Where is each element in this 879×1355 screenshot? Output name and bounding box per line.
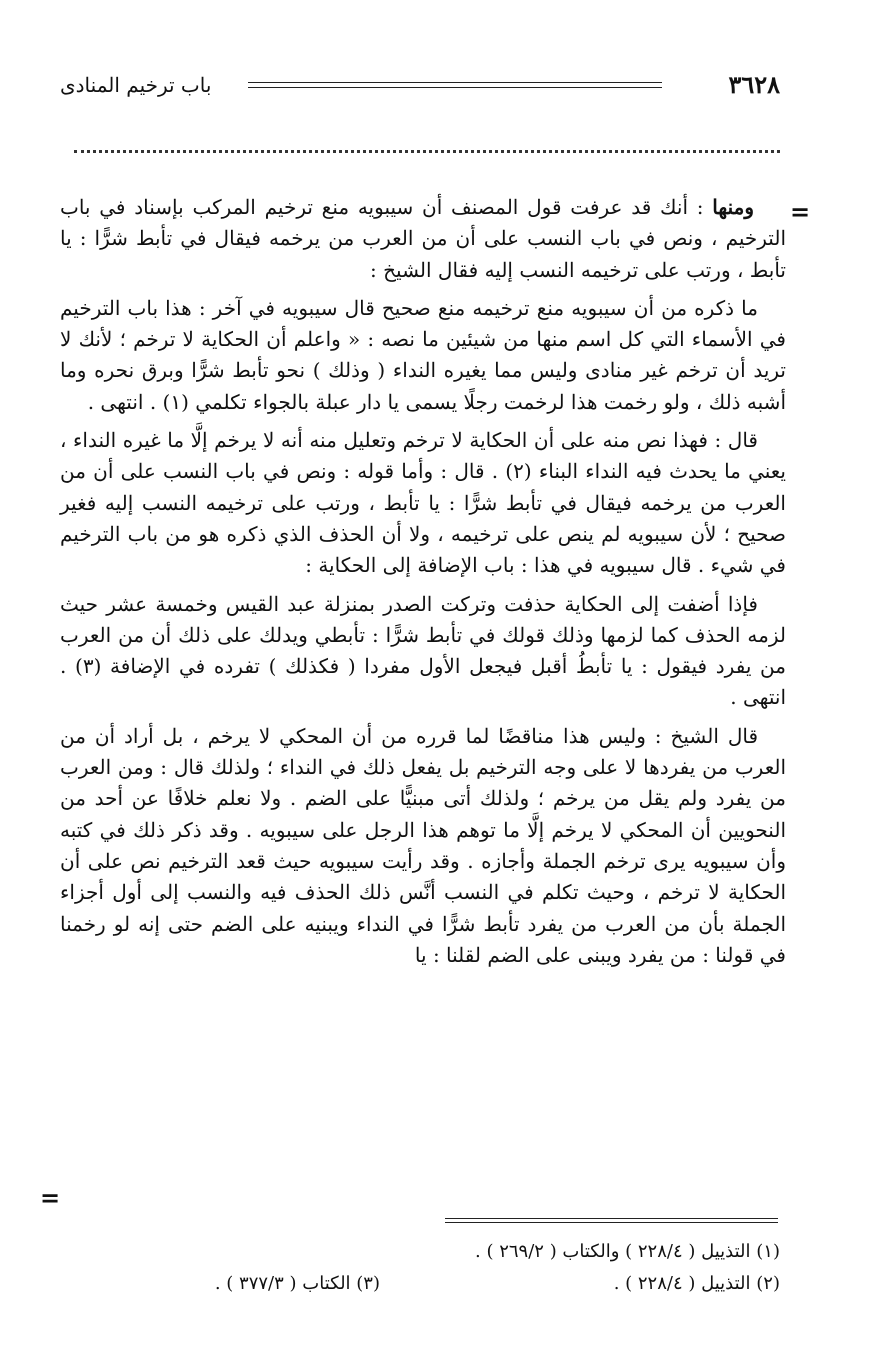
page-number: ٣٦٢٨ — [728, 70, 780, 99]
footnote-2: (٢) التذييل ( ٢٢٨/٤ ) . — [613, 1273, 780, 1294]
running-title: باب ترخيم المنادى — [60, 73, 212, 97]
main-text — [60, 192, 786, 978]
continuation-mark-top: = — [790, 197, 811, 226]
footnote-row-2 — [200, 1268, 780, 1300]
paragraph-3: قال : فهذا نص منه على أن الحكاية لا ترخم وتعليل منه أنه لا يرخم إلَّا ما غيره النداء ، يعني ما يحدث فيه النداء البناء (٢) . قال : وأما قوله : ونص في باب النسب على أن من العرب من يرخمه فيقال في تأبط شرًّا : يا تأبط ، ورتب على ترخيمه النسب إليه فغير صحيح ؛ لأن سيبويه لم ينص على ترخيمه ، ولا أن الحذف الذي ذكره هو من باب الترخيم في شيء . قال سيبويه في هذا : باب الإضافة إلى الحكاية : — [60, 428, 786, 578]
footnote-separator — [445, 1218, 778, 1223]
paragraph-1-text: : أنك قد عرفت قول المصنف أن سيبويه منع ترخيم المركب بإسناد في باب الترخيم ، ونص في باب النسب على أن من العرب من يرخمه فيقال في تأبط شرًّا : يا تأبط ، ورتب على ترخيمه النسب إليه فقال الشيخ : — [60, 195, 786, 282]
paragraph-2: ما ذكره من أن سيبويه منع ترخيمه منع صحيح قال سيبويه في آخر : هذا باب الترخيم في الأسماء التي كل اسم منها من شيئين ما نصه : « واعلم أن الحكاية لا ترخم ؛ لأنك لا تريد أن ترخم غير منادى وليس مما يغيره النداء ( وذلك ) نحو تأبط شرًّا وبرق نحره وما أشبه ذلك ، ولو رخمت هذا لرخمت رجلًا يسمى يا دار عبلة بالجواء تكلمي (١) . انتهى . — [60, 295, 786, 414]
paragraph-4: فإذا أضفت إلى الحكاية حذفت وتركت الصدر بمنزلة عبد القيس وخمسة عشر حيث لزمه الحذف كما لزمها وذلك قولك في تأبط شرًّا : تأبطي ويدلك على ذلك أن من العرب من يفرد فيقول : يا تأبطُ أقبل فيجعل الأول مفردا ( فكذلك ) تفرده في الإضافة (٣) . انتهى . — [60, 591, 786, 710]
dotted-separator — [74, 150, 780, 153]
footnote-1: (١) التذييل ( ٢٢٨/٤ ) والكتاب ( ٢٦٩/٢ ) . — [475, 1241, 780, 1262]
footnotes — [200, 1236, 780, 1300]
paragraph-5: قال الشيخ : وليس هذا مناقضًا لما قرره من أن المحكي لا يرخم ، بل أراد أن من العرب من يفردها لا على وجه الترخيم بل يفعل ذلك في النداء ؛ ولذلك قال : ومن العرب من يفرد ولم يقل من يرخم ؛ ولذلك أتى مبنيًّا على الضم . ولا نعلم خلافًا عن أحد من النحويين أن المحكي لا يرخم إلَّا ما توهم هذا الرجل على سيبويه . وقد ذكر ذلك في كتبه وأن سيبويه يرى ترخم الجملة وأجازه . وقد رأيت سيبويه حيث قعد الترخيم نص على أن الحكاية لا ترخم ، وحيث تكلم في النسب أنَّس ذلك الحذف فيه والنسب إلى أول أجزاء الجملة بأن من العرب من يفرد تأبط شرًّا في النداء ويبنيه على الضم حتى إنه لو رخمنا في قولنا : من يفرد ويبنى على الضم لقلنا : يا — [60, 723, 786, 967]
page-header — [60, 62, 780, 102]
header-double-rule — [248, 82, 662, 88]
paragraph-1 — [60, 192, 786, 286]
paragraph-lead-word: ومنها — [712, 195, 754, 219]
continuation-mark-bottom: = — [40, 1183, 61, 1212]
footnote-3: (٣) الكتاب ( ٣٧٧/٣ ) . — [214, 1273, 380, 1294]
